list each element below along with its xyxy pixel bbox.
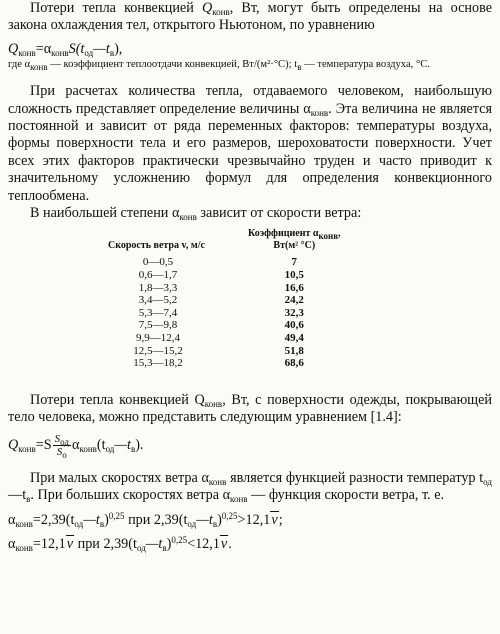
coefficient-cell: 16,6 — [284, 281, 304, 294]
f-t: —t — [114, 436, 131, 453]
f-mid: при 2,39(t — [124, 512, 188, 529]
wind-speed-cell: 0—0,5 — [142, 256, 174, 269]
coefficient-cell: 32,3 — [284, 306, 304, 319]
sqrt-v — [66, 535, 74, 552]
f-s: S — [56, 445, 63, 458]
f-close: ) — [217, 512, 222, 529]
fraction — [53, 433, 71, 458]
coefficient-cell: 7 — [291, 256, 298, 269]
sup: 0,25 — [171, 534, 188, 545]
text: . При больших скоростях ветра α — [30, 487, 231, 504]
text: При расчетах количества тепла, отдаваемого человеком, наибольшую сложность представляет определение величины α — [8, 83, 492, 117]
f-s: S — [54, 432, 61, 445]
sub: од — [187, 519, 197, 530]
newton-formula — [8, 41, 492, 58]
coefficient-cell: 40,6 — [284, 319, 304, 332]
f-v: v — [271, 512, 278, 529]
f-a: α — [8, 512, 16, 529]
sub: конв — [18, 443, 36, 454]
header-coefficient — [208, 228, 341, 256]
formula-high-wind — [8, 536, 492, 553]
sub: в — [130, 443, 136, 454]
sub: в — [99, 519, 105, 530]
text: — температура воздуха, °С. — [301, 59, 430, 71]
coefficient-cell: 68,6 — [284, 357, 304, 370]
text: Потери тепла конвекцией — [30, 0, 202, 16]
text: , Вт, могут быть определены на основе закона охлаждения тел, открытого Ньютоном, по уравнению — [8, 0, 492, 34]
f-eq: =12,1 — [32, 535, 66, 552]
sub: в — [297, 62, 302, 73]
coefficient-cell: 24,2 — [284, 294, 304, 307]
q-symbol: Q — [201, 0, 213, 16]
paragraph-difficulty — [8, 83, 492, 205]
f-eq: =S — [35, 436, 52, 453]
table-row — [108, 357, 341, 370]
sub: од — [74, 519, 84, 530]
sub: конв — [30, 62, 48, 73]
f-close: ), — [114, 40, 123, 57]
sub: в — [26, 494, 31, 505]
sub: од — [136, 542, 146, 553]
table-row — [108, 269, 341, 282]
coefficient-cell: 51,8 — [284, 344, 304, 357]
wind-coefficient-table — [108, 228, 341, 369]
text: — коэффициент теплоотдачи конвекцией, Вт/(м²·°С); t — [47, 59, 298, 71]
f-t: —t — [196, 512, 213, 529]
text: При малых скоростях ветра α — [30, 469, 209, 486]
sqrt-v — [270, 511, 278, 528]
text: является функцией разности температур t — [226, 469, 484, 486]
f-eq: =2,39(t — [32, 512, 75, 529]
table-row — [108, 307, 341, 320]
f-mid: при 2,39(t — [74, 535, 137, 552]
intro-paragraph — [8, 0, 492, 35]
header-speed: Скорость ветра v, м/с — [108, 240, 205, 252]
f-v: v — [220, 535, 228, 552]
text: Потери тепла конвекцией Q — [30, 391, 205, 408]
text: , Вт, с поверхности одежды, покрывающей тело человека, можно представить следующим уравнением [1.4]: — [8, 391, 492, 426]
table-row — [108, 319, 341, 332]
text: зависит от скорости ветра: — [196, 205, 362, 222]
f-close: ; — [278, 512, 283, 529]
sub: конв — [18, 47, 36, 58]
subscript: конв — [212, 7, 230, 17]
f-t: —t — [83, 512, 100, 529]
text: В наибольшей степени α — [30, 205, 180, 222]
wind-speed-cell: 12,5—15,2 — [133, 344, 183, 357]
f-close: ). — [135, 436, 144, 453]
sub: о — [62, 449, 67, 460]
sup: 0,25 — [221, 511, 238, 522]
f-t: (t — [96, 436, 106, 453]
f-a: α — [71, 436, 80, 453]
f-t: —t — [93, 40, 110, 57]
table-row — [108, 332, 341, 345]
f-close: ) — [166, 535, 172, 552]
text: . Эта величина не является постоянной и зависит от ряда переменных факторов: температуры воздуха, формы поверхности тела и его размеров, шероховатости поверхности. Учет всех этих факторов практически чрезвычайно труден и часто приводит к значительному усложнению формул для определения конвекционного теплообмена. — [8, 100, 492, 204]
wind-speed-cell: 5,3—7,4 — [138, 306, 178, 319]
sup: 0,25 — [108, 511, 125, 522]
f-eq: =α — [35, 40, 52, 57]
frac-den — [53, 446, 71, 458]
f-close: ) — [104, 512, 109, 529]
text: Коэффициент α — [248, 228, 319, 240]
frac-num — [53, 433, 71, 446]
wind-speed-cell: 0,6—1,7 — [138, 269, 178, 282]
sub: в — [109, 47, 115, 58]
sub: од — [483, 476, 492, 487]
sub: конв — [208, 476, 227, 487]
coefficient-cell: 10,5 — [284, 269, 304, 282]
clothing-formula — [8, 433, 492, 458]
sub: конв — [179, 212, 197, 223]
wind-speed-cell: 1,8—3,3 — [138, 281, 178, 294]
coefficient-cell: 49,4 — [284, 332, 304, 345]
sub: конв — [318, 231, 339, 242]
sub: конв — [230, 494, 248, 505]
sub: конв — [204, 398, 223, 409]
text: где α — [8, 59, 31, 71]
f-s: S — [68, 40, 76, 57]
text: , — [338, 228, 341, 240]
f-a: α — [8, 535, 16, 552]
f-t: (t — [75, 40, 85, 57]
sub: в — [162, 542, 167, 553]
sub: конв — [79, 443, 97, 454]
sub: в — [212, 519, 218, 530]
text: — функция скорости ветра, т. е. — [247, 487, 445, 504]
table-header-row — [108, 228, 341, 256]
f-cmp: >12,1 — [237, 512, 271, 529]
table-row — [108, 256, 341, 269]
f-t: —t — [145, 535, 163, 552]
table-row — [108, 282, 341, 295]
sub: од — [60, 436, 69, 447]
formula-low-wind — [8, 512, 492, 529]
table-row — [108, 294, 341, 307]
wind-speed-cell: 7,5—9,8 — [138, 319, 178, 332]
sub: конв — [310, 107, 329, 118]
wind-speed-cell: 9,9—12,4 — [136, 332, 180, 345]
sqrt-v — [220, 535, 228, 552]
sub: од — [105, 443, 115, 454]
paragraph-speed — [8, 470, 492, 505]
f-q: Q — [8, 436, 19, 453]
table-row — [108, 345, 341, 358]
paragraph-wind — [8, 205, 492, 222]
text: Вт(м² °С) — [273, 240, 316, 252]
formula-note — [8, 58, 492, 71]
f-q: Q — [8, 40, 19, 57]
sub: од — [84, 47, 94, 58]
f-v: v — [66, 535, 74, 552]
sub: конв — [15, 519, 33, 530]
f-close: . — [228, 535, 232, 552]
paragraph-clothing — [8, 392, 492, 427]
wind-speed-cell: 15,3—18,2 — [133, 357, 183, 370]
f-cmp: <12,1 — [187, 535, 220, 552]
wind-speed-cell: 3,4—5,2 — [138, 294, 178, 307]
sub: конв — [51, 47, 69, 58]
sub: конв — [15, 542, 33, 553]
text: —t — [8, 487, 27, 504]
